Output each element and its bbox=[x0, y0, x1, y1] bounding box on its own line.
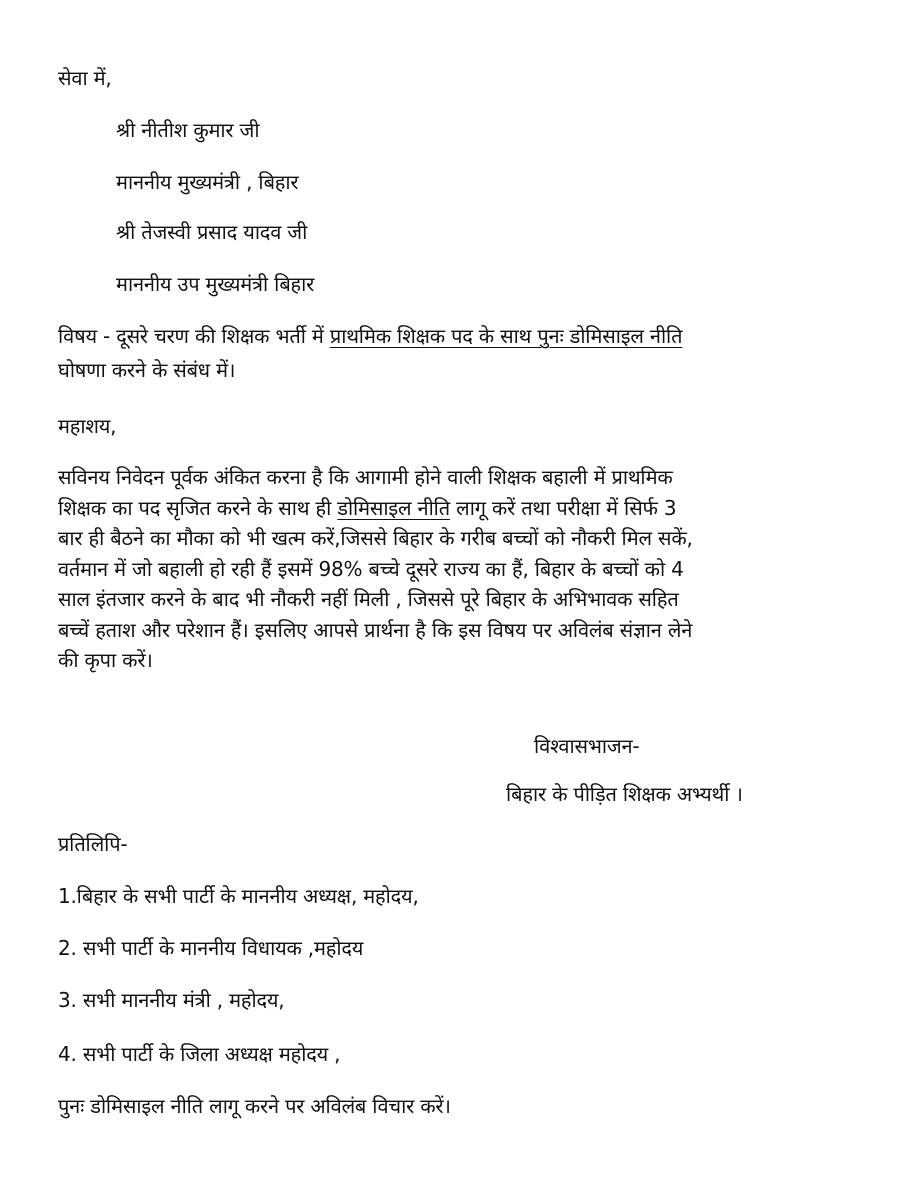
copy-to-2: 2. सभी पार्टी के माननीय विधायक ,महोदय bbox=[58, 936, 364, 960]
body-paragraph bbox=[58, 462, 828, 676]
subject-prefix: विषय - दूसरे चरण की शिक्षक भर्ती में bbox=[58, 324, 330, 348]
body-line-4: वर्तमान में जो बहाली हो रही हैं इसमें 98% बच्चे दूसरे राज्य का हैं, बिहार के बच्चों को 4 bbox=[58, 556, 684, 581]
copy-to-1: 1.बिहार के सभी पार्टी के माननीय अध्यक्ष, महोदय, bbox=[58, 884, 419, 908]
body-line-5: साल इंतजार करने के बाद भी नौकरी नहीं मिली , जिससे पूरे बिहार के अभिभावक सहित bbox=[58, 587, 679, 611]
body-line-1: सविनय निवेदन पूर्वक अंकित करना है कि आगामी होने वाली शिक्षक बहाली में प्राथमिक bbox=[58, 465, 673, 489]
signature: बिहार के पीड़ित शिक्षक अभ्यर्थी । bbox=[506, 782, 743, 806]
recipient-line-4: माननीय उप मुख्यमंत्री बिहार bbox=[116, 272, 315, 296]
subject-line-1 bbox=[58, 322, 682, 350]
body-line-2-a: शिक्षक का पद सृजित करने के साथ ही bbox=[58, 495, 338, 520]
closing: विश्वासभाजन- bbox=[534, 734, 640, 758]
body-line-3: बार ही बैठने का मौका को भी खत्म करें,जिससे बिहार के गरीब बच्चों को नौकरी मिल सकें, bbox=[58, 526, 693, 550]
body-domicile-underlined: डोमिसाइल नीति bbox=[337, 495, 450, 520]
subject-underlined: प्राथमिक शिक्षक पद के साथ पुनः डोमिसाइल नीति bbox=[329, 324, 683, 348]
copy-to-4: 4. सभी पार्टी के जिला अध्यक्ष महोदय , bbox=[58, 1042, 341, 1066]
copy-heading: प्रतिलिपि- bbox=[58, 832, 128, 856]
copy-to-3: 3. सभी माननीय मंत्री , महोदय, bbox=[58, 988, 285, 1012]
salutation-to: सेवा में, bbox=[58, 66, 112, 90]
body-line-2-b: लागू करें तथा परीक्षा में सिर्फ 3 bbox=[450, 495, 677, 520]
subject-line-2: घोषणा करने के संबंध में। bbox=[58, 358, 236, 382]
recipient-line-1: श्री नीतीश कुमार जी bbox=[116, 118, 260, 142]
final-note: पुनः डोमिसाइल नीति लागू करने पर अविलंब विचार करें। bbox=[58, 1094, 451, 1118]
greeting: महाशय, bbox=[58, 414, 117, 438]
body-line-7: की कृपा करें। bbox=[58, 648, 153, 672]
recipient-line-3: श्री तेजस्वी प्रसाद यादव जी bbox=[116, 220, 308, 244]
recipient-line-2: माननीय मुख्यमंत्री , बिहार bbox=[116, 170, 299, 194]
body-line-6: बच्चें हताश और परेशान हैं। इसलिए आपसे प्रार्थना है कि इस विषय पर अविलंब संज्ञान लेने bbox=[58, 617, 693, 642]
body-line-2 bbox=[58, 493, 828, 524]
